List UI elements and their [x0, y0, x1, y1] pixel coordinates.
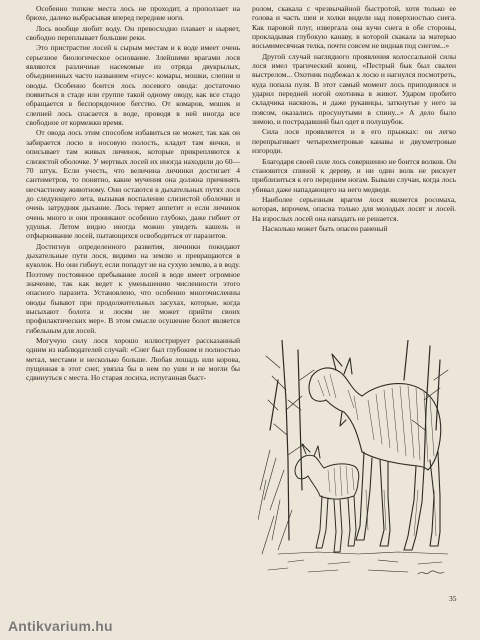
- paragraph: Насколько может быть опасен раненый: [262, 223, 388, 233]
- paragraph: Это пристрастие лосей к сырым местам и к воде имеет очень серьезное биологическое основание. Злейшими врагами лося являются различные насекомые из отряда двукрылых, объединенных часто названием «гнус»: комары, мошки, слепни и оводы. Особенно боится лось лосевого овода: достаточно появиться в стаде или группе такой одному оводу, как все стадо обращается в беспорядочное бегство. От комаров, мошек и слепней лось спасается в воде, проводя в ней иногда все свободное от кормежки время.: [26, 43, 240, 128]
- paragraph: ролом, скакала с чрезвычайной быстротой, хотя только ее голова и часть шеи и холки видели над поверхностью снега. Как паровой плуг, извергала она кучи снега в обе стороны, прокладывая глубокую канаву, в которой скакала за матерью восьмимесячная телка, почти совсем не видная под снегом...»: [252, 4, 456, 51]
- paragraph: Особенно топкие места лось не проходит, а проползает на брюхе, далеко выбрасывая вперед передние ноги.: [26, 4, 240, 23]
- calf-shading: [328, 466, 354, 496]
- watermark: Antikvarium.hu: [8, 618, 113, 634]
- moose-calf: [295, 444, 359, 552]
- paragraph: Наиболее серьезным врагом лося является росомаха, которая, впрочем, опасна только для молодых лосят и лосей. На взрослых лосей она нападать не решается.: [252, 194, 456, 223]
- paragraph: Лось вообще любит воду. Он превосходно плавает и ныряет, свободно переплывает большие реки.: [26, 23, 240, 43]
- paragraph: Достигнув определенного развития, личинки покидают дыхательные пути лося, видимо на землю и превращаются в куколок. Но они гибнут, если попадут не на сухую землю, а в воду. Поэтому постоянное пребывание лосей в воде имеет огромное значение, так как ведет к уменьшению численности этого опасного паразита. Установлено, что особенно многочисленны оводы бывают при продолжительных засухах, которые, когда высыхают болота и лосям не может прийти своих профилактических мер». В этом смысле осушение болот является гибельным для лосей.: [26, 241, 240, 335]
- ground: [268, 552, 448, 572]
- paragraph: Сила лося проявляется и в его прыжках: он легко перепрыгивает четырехметровые канавы и двухметровые изгороди.: [252, 127, 456, 156]
- moose-illustration: [258, 340, 454, 584]
- reeds: [258, 450, 292, 554]
- paragraph: Другой случай наглядного проявления колоссальной силы лося имел трагический конец. «Пестрый бык был свален выстрелом... Охотник подбежал к лосю и нагнулся посмотреть, куда попала пуля. В этот самый момент лось приподнялся и ударил передней ногой охотника в живот. Ударом пробито складчика насквозь, и даже рукавицы, заткнутые у него за поясом, оказались просунутыми в спину...» А дело было зимою, и пострадавший был одет в полушубок.: [252, 51, 456, 127]
- page-number: 35: [449, 594, 457, 603]
- tree-branches: [266, 356, 448, 455]
- moose-shading: [318, 374, 436, 536]
- right-column: [252, 4, 456, 356]
- moose-adult: [309, 354, 441, 550]
- paragraph: Благодаря своей силе лось совершенно не боится волков. Он становится спиной к дереву, и ни один волк не рискует приблизиться к его передним ногам. Бывали случаи, когда лось убивал даже нападающего на него медведя.: [252, 156, 456, 194]
- paragraph: Могучую силу лося хорошо иллюстрирует рассказанный одним из наблюдателей случай: «Снег был глубоким и полностью метал, местами и несколько больше. Любая лошадь или корова, пущенная в этот снег, увязла бы в нем по уши и не могли бы сдвинуться с места. Но старая лосиха, испуганная быст-: [26, 336, 240, 383]
- artist-signature: [418, 571, 444, 574]
- left-column: [26, 4, 240, 610]
- paragraph: От овода лось этим способом избавиться не может, так как он забирается лосю в носовую полость, кладет там яички, и описывает там живых личинок, которые прикрепляются к слизистой оболочке. У мертвых лосей их иногда находили до 60—70 штук. Если учесть, что величина личинки достигает 4 сантиметров, то понятно, какие мучения она должна причинять несчастному животному. Они остаются в дыхательных путях лося до следующего лета, вызывая воспаление слизистой оболочки и очень затрудняя дыхание. Лось теряет аппетит и если личинок очень много и они проникают особенно глубоко, даже гибнет от удушья. Летом видно иногда можно увидеть кашель и отфыркивание лосей, пытающихся освободиться от паразитов.: [26, 128, 240, 241]
